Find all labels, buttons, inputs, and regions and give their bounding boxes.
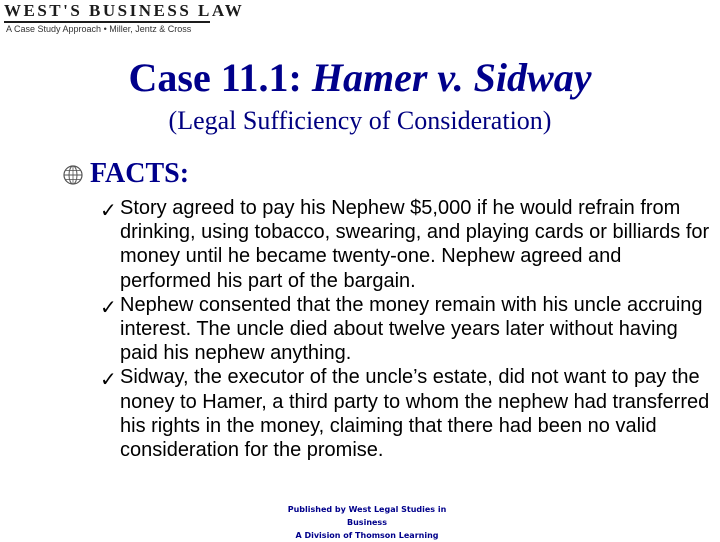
list-item (100, 196, 712, 293)
list-item (100, 365, 712, 462)
slide-subtitle: (Legal Sufficiency of Consideration) (168, 106, 552, 135)
fact-text: Story agreed to pay his Nephew $5,000 if he would refrain from drinking, using tobacco, swearing, and playing cards or billiards for money until he became twenty-one. Nephew agreed and performed his part of the bargain. (120, 197, 710, 292)
publisher-line: Published by West Legal Studies in Business (287, 505, 447, 527)
book-subtitle: A Case Study Approach • Miller, Jentz & Cross (6, 24, 192, 34)
case-name: Hamer v. Sidway (311, 55, 592, 100)
check-mark-icon: ✓ (100, 198, 117, 222)
globe-bullet-icon (62, 164, 84, 186)
publisher-footer (282, 503, 452, 542)
publisher-logo (2, 0, 245, 40)
case-number: Case 11.1: (128, 55, 302, 100)
logo-divider (4, 21, 210, 23)
fact-text: Sidway, the executor of the uncle’s estate, did not want to pay the noney to Hamer, a third party to whom the nephew had transferred his rights in the money, claiming that there had been no valid consideration for the promise. (120, 366, 710, 462)
check-mark-icon: ✓ (100, 367, 117, 392)
check-mark-icon: ✓ (100, 294, 117, 319)
list-item (100, 293, 712, 366)
publisher-division: A Division of Thomson Learning (295, 531, 439, 540)
slide-title (0, 56, 720, 100)
book-title: WEST'S BUSINESS LAW (4, 1, 245, 20)
fact-text: Nephew consented that the money remain with his uncle accruing interest. The uncle died about twelve years later without having paid his nephew anything. (120, 293, 703, 365)
section-heading: FACTS: (90, 158, 190, 189)
facts-list (100, 196, 712, 462)
